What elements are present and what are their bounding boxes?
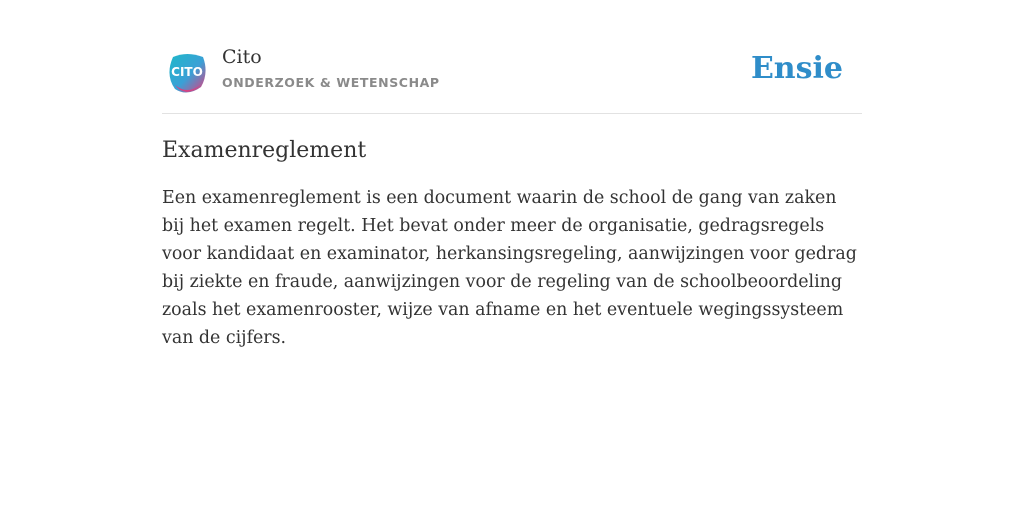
entry-definition: Een examenreglement is een document waarin de school de gang van zaken bij het examen regelt. Het bevat onder meer de organisatie, gedragsregels voor kandidaat en examinator, herkansingsregeling, aanwijzingen voor gedrag bij ziekte en fraude, aanwijzingen voor de regeling van de schoolbeoordeling zoals het examenrooster, wijze van afname en het eventuele wegingssysteem van de cijfers. [162, 188, 857, 348]
source-name[interactable]: Cito [222, 46, 262, 68]
cito-logo [165, 51, 209, 95]
ensie-brand-logo[interactable]: Ensie [750, 51, 843, 86]
definition-card [162, 44, 862, 352]
source-subtitle: ONDERZOEK & WETENSCHAP [222, 75, 440, 90]
entry-title: Examenreglement [162, 138, 367, 163]
svg-text:CITO: CITO [171, 65, 203, 79]
card-header [162, 44, 862, 114]
